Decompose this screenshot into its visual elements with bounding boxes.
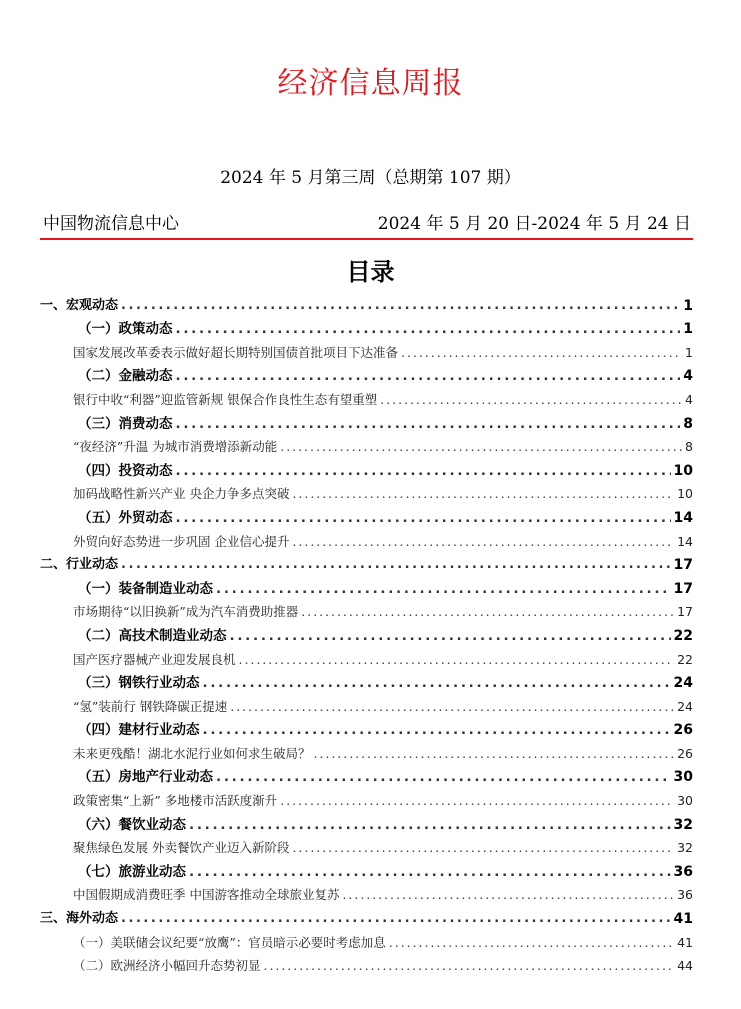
toc-entry-label: （四）建材行业动态: [78, 722, 200, 739]
toc-entry-label: （六）餐饮业动态: [78, 816, 186, 833]
toc-entry-label: （二）高技术制造业动态: [78, 627, 227, 644]
toc-heading: 目录: [346, 258, 395, 286]
toc-entry-label: 三、海外动态: [40, 911, 119, 927]
toc-entry[interactable]: [40, 859, 693, 883]
toc-entry-label: 银行中收“利器”迎监管新规 银保合作良性生态有望重塑: [73, 391, 378, 407]
toc-entry-page: 22: [673, 627, 693, 644]
toc-entry-page: 36: [673, 863, 693, 880]
toc-entry-label: 中国假期成消费旺季 中国游客推动全球旅业复苏: [73, 887, 340, 903]
toc-entry-page: 8: [685, 439, 693, 455]
toc-entry[interactable]: [40, 387, 693, 411]
dot-leader: [176, 462, 671, 480]
issue-subtitle: 2024 年 5 月第三周（总期第 107 期）: [220, 168, 521, 188]
toc-entry-page: 1: [683, 297, 693, 314]
dot-leader: [176, 509, 671, 527]
toc-entry-page: 1: [683, 321, 693, 338]
toc-entry-page: 41: [673, 911, 693, 928]
dot-leader: [203, 674, 671, 692]
toc-entry-label: “氢”装前行 钢铁降碳正提速: [73, 698, 228, 714]
dot-leader: [292, 839, 674, 857]
toc-entry[interactable]: [40, 623, 693, 647]
toc-entry-page: 26: [673, 722, 693, 739]
toc-entry-page: 32: [673, 816, 693, 833]
header-divider: [40, 238, 693, 240]
dot-leader: [216, 768, 671, 786]
toc-entry-label: 聚焦绿色发展 外卖餐饮产业迈入新阶段: [73, 840, 290, 856]
toc-entry-label: （七）旅游业动态: [78, 863, 186, 880]
toc-entry-page: 4: [685, 391, 693, 407]
date-range: 2024 年 5 月 20 日-2024 年 5 月 24 日: [377, 214, 691, 234]
toc-entry-label: 二、行业动态: [40, 557, 119, 573]
dot-leader: [380, 391, 682, 409]
dot-leader: [301, 603, 674, 621]
toc-entry[interactable]: [40, 930, 693, 954]
dot-leader: [280, 792, 674, 810]
dot-leader: [342, 886, 674, 904]
toc-entry[interactable]: [40, 364, 693, 388]
toc-entry-page: 41: [677, 934, 693, 950]
toc-entry-label: （二）欧洲经济小幅回升态势初显: [73, 958, 261, 974]
dot-leader: [189, 863, 671, 881]
toc-entry-page: 10: [677, 486, 693, 502]
toc-entry[interactable]: [40, 411, 693, 435]
dot-leader: [401, 344, 682, 362]
toc-entry[interactable]: [40, 883, 693, 907]
toc-entry-label: “夜经济”升温 为城市消费增添新动能: [73, 439, 278, 455]
toc-entry[interactable]: [40, 482, 693, 506]
toc-entry[interactable]: [40, 529, 693, 553]
dot-leader: [314, 745, 675, 763]
toc-entry[interactable]: [40, 576, 693, 600]
toc-entry-page: 17: [673, 557, 693, 574]
dot-leader: [176, 367, 681, 385]
toc-entry-label: （一）美联储会议纪要“放鹰”：官员暗示必要时考虑加息: [73, 934, 386, 950]
dot-leader: [239, 651, 675, 669]
dot-leader: [121, 910, 671, 928]
toc-entry-label: （五）房地产行业动态: [78, 769, 213, 786]
toc-entry[interactable]: [40, 317, 693, 341]
table-of-contents: [40, 293, 693, 977]
toc-entry[interactable]: [40, 600, 693, 624]
toc-entry-page: 32: [677, 840, 693, 856]
toc-entry-page: 30: [673, 769, 693, 786]
toc-entry-page: 24: [677, 698, 693, 714]
toc-entry-page: 1: [685, 344, 693, 360]
dot-leader: [176, 320, 681, 338]
toc-entry[interactable]: [40, 836, 693, 860]
toc-entry-page: 36: [677, 887, 693, 903]
toc-entry-label: 外贸向好态势进一步巩固 企业信心提升: [73, 533, 290, 549]
organization-name: 中国物流信息中心: [43, 214, 179, 234]
toc-entry[interactable]: [40, 435, 693, 459]
toc-entry[interactable]: [40, 718, 693, 742]
toc-entry[interactable]: [40, 954, 693, 978]
toc-entry-label: 政策密集“上新” 多地楼市活跃度渐升: [73, 793, 278, 809]
toc-entry-label: 国家发展改革委表示做好超长期特别国债首批项目下达准备: [73, 344, 399, 360]
toc-entry[interactable]: [40, 671, 693, 695]
dot-leader: [189, 816, 671, 834]
toc-entry-label: 加码战略性新兴产业 央企力争多点突破: [73, 486, 290, 502]
dot-leader: [292, 533, 674, 551]
toc-entry-page: 24: [673, 675, 693, 692]
dot-leader: [292, 485, 674, 503]
dot-leader: [230, 627, 671, 645]
toc-entry-page: 22: [677, 651, 693, 667]
toc-entry-page: 14: [673, 509, 693, 526]
toc-entry-label: （二）金融动态: [78, 368, 173, 385]
toc-entry-page: 26: [677, 745, 693, 761]
toc-entry-page: 4: [683, 368, 693, 385]
toc-entry-page: 17: [673, 580, 693, 597]
toc-entry[interactable]: [40, 553, 693, 577]
toc-entry-label: （五）外贸动态: [78, 509, 173, 526]
toc-entry[interactable]: [40, 505, 693, 529]
toc-entry-label: 未来更残酷！湖北水泥行业如何求生破局？: [73, 745, 311, 761]
toc-entry[interactable]: [40, 340, 693, 364]
dot-leader: [121, 556, 671, 574]
toc-entry-label: （四）投资动态: [78, 462, 173, 479]
toc-entry-label: （三）钢铁行业动态: [78, 675, 200, 692]
dot-leader: [203, 721, 671, 739]
toc-entry-page: 17: [677, 604, 693, 620]
dot-leader: [280, 438, 682, 456]
toc-entry-page: 8: [683, 415, 693, 432]
toc-entry[interactable]: [40, 293, 693, 317]
dot-leader: [389, 934, 674, 952]
toc-entry[interactable]: [40, 788, 693, 812]
toc-entry-page: 30: [677, 793, 693, 809]
dot-leader: [264, 957, 675, 975]
toc-entry-page: 10: [673, 462, 693, 479]
toc-entry-label: 一、宏观动态: [40, 297, 119, 313]
toc-entry[interactable]: [40, 812, 693, 836]
toc-entry-label: 市场期待“以旧换新”成为汽车消费助推器: [73, 604, 299, 620]
toc-entry[interactable]: [40, 765, 693, 789]
dot-leader: [121, 297, 680, 315]
toc-entry[interactable]: [40, 647, 693, 671]
toc-entry-label: （一）政策动态: [78, 321, 173, 338]
dot-leader: [216, 580, 671, 598]
toc-entry[interactable]: [40, 741, 693, 765]
toc-entry-label: （三）消费动态: [78, 415, 173, 432]
toc-entry-label: 国产医疗器械产业迎发展良机: [73, 651, 236, 667]
toc-entry[interactable]: [40, 906, 693, 930]
toc-entry-page: 44: [677, 958, 693, 974]
toc-entry-label: （一）装备制造业动态: [78, 580, 213, 597]
dot-leader: [176, 415, 681, 433]
dot-leader: [230, 698, 674, 716]
toc-entry[interactable]: [40, 458, 693, 482]
toc-entry-page: 14: [677, 533, 693, 549]
toc-entry[interactable]: [40, 694, 693, 718]
report-title: 经济信息周报: [277, 66, 464, 101]
